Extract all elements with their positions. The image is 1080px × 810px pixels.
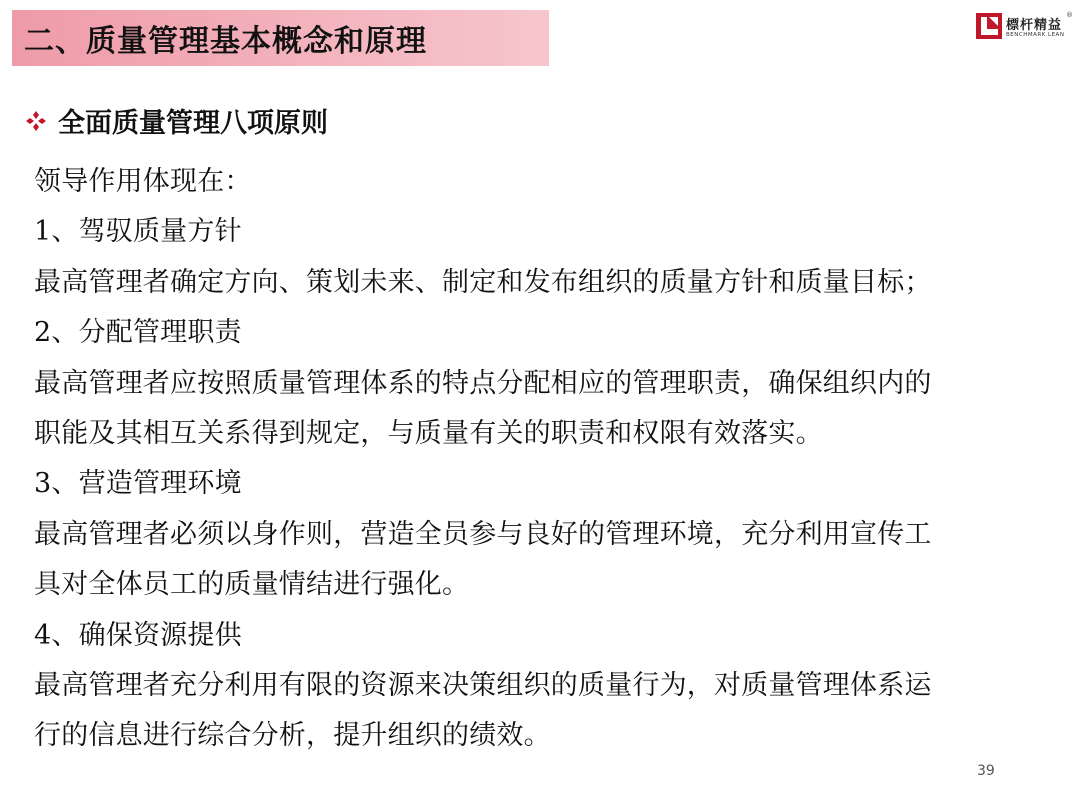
page-title: 二、质量管理基本概念和原理 <box>24 24 427 59</box>
title-bar <box>12 10 549 66</box>
logo-chinese-text: 標杆精益 <box>1006 18 1063 33</box>
section-subtitle <box>24 101 328 140</box>
intro-line: 领导作用体现在： <box>34 166 252 197</box>
principle-body <box>34 157 1044 762</box>
subtitle-text: 全面质量管理八项原则 <box>58 108 328 139</box>
point-heading-2: 2、分配管理职责 <box>34 317 242 349</box>
point-text-3b: 具对全体员工的质量情结进行强化。 <box>34 569 470 601</box>
point-heading-4: 4、确保资源提供 <box>34 619 242 651</box>
point-text-2b: 职能及其相互关系得到规定，与质量有关的职责和权限有效落实。 <box>34 417 823 449</box>
page-number: 39 <box>977 763 995 779</box>
point-heading-1: 1、驾驭质量方针 <box>34 216 242 248</box>
logo-registered-mark: ® <box>1066 11 1073 19</box>
point-text-4b: 行的信息进行综合分析，提升组织的绩效。 <box>34 720 551 752</box>
company-logo <box>976 13 1072 41</box>
diamond-bullet-icon <box>24 109 48 133</box>
point-text-4a: 最高管理者充分利用有限的资源来决策组织的质量行为，对质量管理体系运 <box>34 669 932 701</box>
point-text-2a: 最高管理者应按照质量管理体系的特点分配相应的管理职责，确保组织内的 <box>34 367 932 399</box>
point-heading-3: 3、营造管理环境 <box>34 468 242 500</box>
logo-mark-icon <box>976 13 1002 39</box>
logo-english-text: BENCHMARK LEAN <box>1006 32 1065 38</box>
point-text-3a: 最高管理者必须以身作则，营造全员参与良好的管理环境，充分利用宣传工 <box>34 518 932 550</box>
point-text-1: 最高管理者确定方向、策划未来、制定和发布组织的质量方针和质量目标； <box>34 266 932 298</box>
